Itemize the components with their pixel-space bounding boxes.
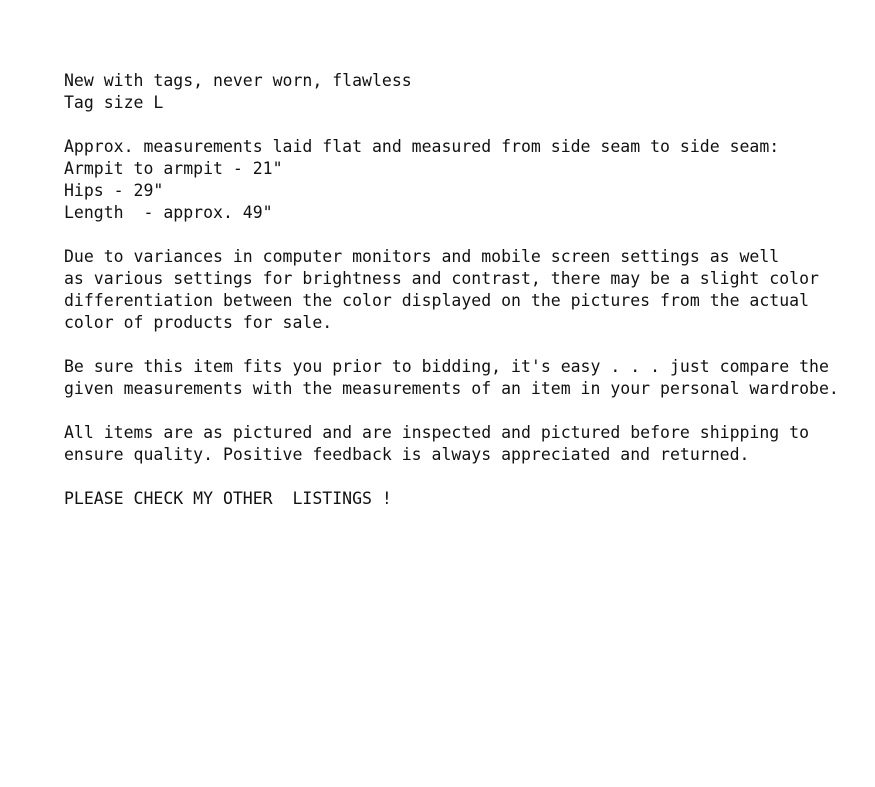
measurements-intro: Approx. measurements laid flat and measured from side seam to side seam: <box>64 137 780 156</box>
color-disclaimer-line: as various settings for brightness and contrast, there may be a slight color <box>64 269 819 288</box>
armpit-measurement: Armpit to armpit - 21" <box>64 159 283 178</box>
color-disclaimer-line: color of products for sale. <box>64 313 333 332</box>
paragraph-gap <box>64 400 864 422</box>
paragraph-gap <box>64 224 864 246</box>
quality-note-line: All items are as pictured and are inspected and pictured before shipping to <box>64 423 810 442</box>
fit-note-line: Be sure this item fits you prior to bidding, it's easy . . . just compare the <box>64 357 829 376</box>
condition-text: New with tags, never worn, flawless <box>64 71 412 90</box>
paragraph-gap <box>64 466 864 488</box>
hips-measurement: Hips - 29" <box>64 181 164 200</box>
quality-note-line: ensure quality. Positive feedback is always appreciated and returned. <box>64 445 750 464</box>
other-listings-cta: PLEASE CHECK MY OTHER LISTINGS ! <box>64 489 392 508</box>
paragraph-gap <box>64 114 864 136</box>
color-disclaimer-line: differentiation between the color displayed on the pictures from the actual <box>64 291 810 310</box>
listing-description <box>64 70 864 510</box>
tag-size-text: Tag size L <box>64 93 164 112</box>
length-measurement: Length - approx. 49" <box>64 203 273 222</box>
paragraph-gap <box>64 334 864 356</box>
color-disclaimer-line: Due to variances in computer monitors and mobile screen settings as well <box>64 247 780 266</box>
fit-note-line: given measurements with the measurements of an item in your personal wardrobe. <box>64 379 839 398</box>
